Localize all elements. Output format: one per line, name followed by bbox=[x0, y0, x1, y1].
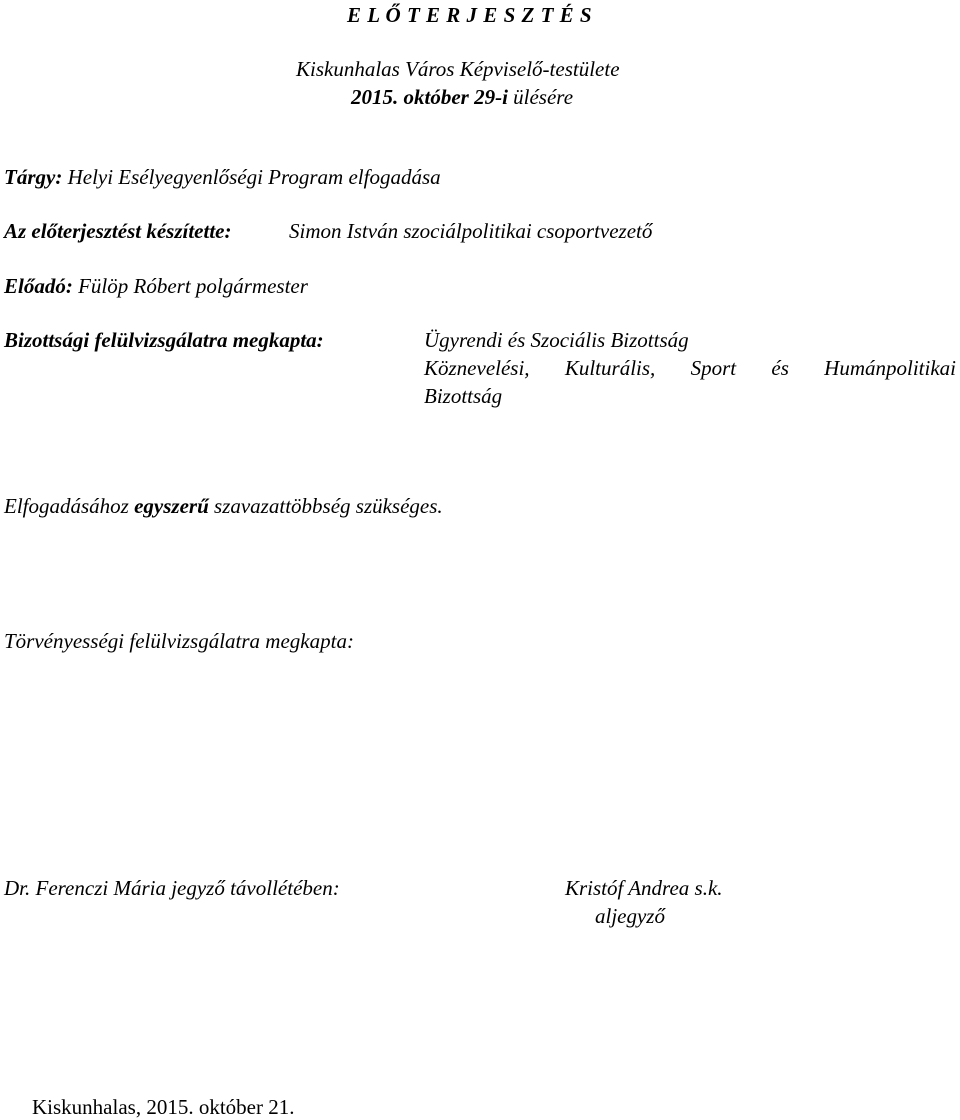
vote-requirement bbox=[4, 496, 443, 517]
session-date bbox=[351, 87, 573, 108]
council-name: Kiskunhalas Város Képviselő-testülete bbox=[296, 57, 620, 81]
document-title: E L Ő T E R J E S Z T É S bbox=[347, 3, 593, 27]
vote-before: Elfogadásához bbox=[4, 494, 135, 518]
committee-item-2-word: Kulturális, bbox=[564, 356, 656, 380]
signature-left: Dr. Ferenczi Mária jegyző távollétében: bbox=[4, 876, 340, 900]
signature-role: aljegyző bbox=[595, 904, 665, 928]
preparer-value: Simon István szociálpolitikai csoportvezető bbox=[289, 219, 653, 243]
presenter-label: Előadó: bbox=[4, 274, 73, 298]
subject-value: Helyi Esélyegyenlőségi Program elfogadása bbox=[62, 165, 441, 189]
committee-item-2-word: Humánpolitikai bbox=[824, 356, 956, 380]
committee-item-2-word: Sport bbox=[690, 356, 737, 380]
subject-line bbox=[4, 167, 441, 188]
committee-item-2-word: Köznevelési, bbox=[424, 356, 530, 380]
committee-list bbox=[424, 330, 956, 414]
signature-name: Kristóf Andrea s.k. bbox=[565, 876, 723, 900]
vote-bold: egyszerű bbox=[134, 494, 209, 518]
session-date-rest: ülésére bbox=[507, 85, 574, 109]
committee-item-2-continuation: Bizottság bbox=[424, 384, 503, 408]
committee-item-2-word: és bbox=[771, 356, 789, 380]
vote-after: szavazattöbbség szükséges. bbox=[208, 494, 443, 518]
place-date: Kiskunhalas, 2015. október 21. bbox=[32, 1095, 295, 1119]
committee-review-label: Bizottsági felülvizsgálatra megkapta: bbox=[4, 328, 324, 352]
committee-item-2 bbox=[424, 358, 956, 386]
preparer-label: Az előterjesztést készítette: bbox=[4, 219, 232, 243]
session-date-bold: 2015. október 29-i bbox=[351, 85, 508, 109]
legal-review-label: Törvényességi felülvizsgálatra megkapta: bbox=[4, 629, 354, 653]
committee-item-1: Ügyrendi és Szociális Bizottság bbox=[424, 328, 689, 352]
subject-label: Tárgy: bbox=[4, 165, 63, 189]
presenter-line bbox=[4, 276, 308, 297]
presenter-value: Fülöp Róbert polgármester bbox=[72, 274, 308, 298]
